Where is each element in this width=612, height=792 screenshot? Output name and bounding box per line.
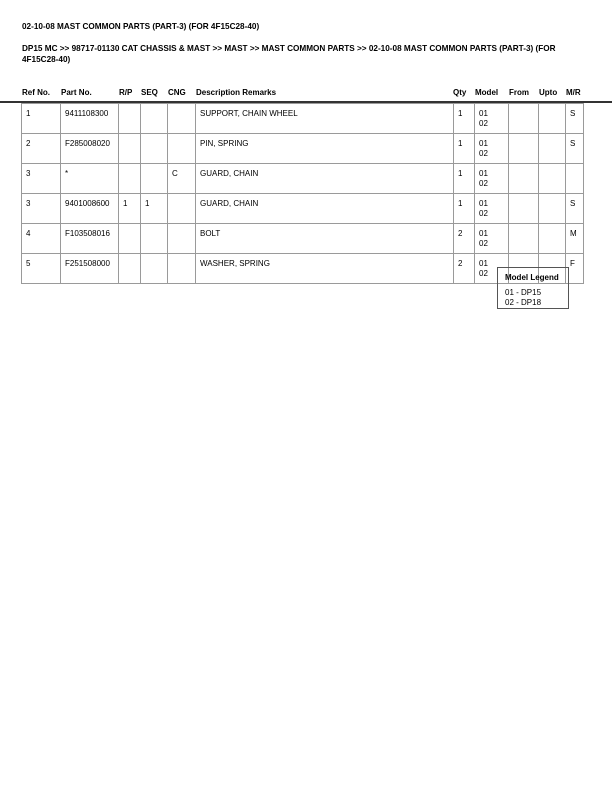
header-cng: CNG xyxy=(168,88,186,97)
cell-seq: 1 xyxy=(141,194,168,224)
legend-title: Model Legend xyxy=(505,273,559,282)
model-code: 02 xyxy=(479,149,488,158)
table-row xyxy=(22,134,584,164)
cell-part: 9401008600 xyxy=(61,194,119,224)
cell-rp: 1 xyxy=(119,194,141,224)
header-rp: R/P xyxy=(119,88,133,97)
cell-from xyxy=(509,134,539,164)
cell-model xyxy=(475,134,509,164)
cell-mr: F xyxy=(566,254,584,284)
cell-from xyxy=(509,104,539,134)
cell-ref: 3 xyxy=(22,164,61,194)
cell-mr xyxy=(566,164,584,194)
page-title: 02-10-08 MAST COMMON PARTS (PART-3) (FOR 4F15C28-40) xyxy=(22,22,260,31)
cell-qty: 1 xyxy=(454,194,475,224)
cell-rp xyxy=(119,254,141,284)
parts-table xyxy=(21,103,584,284)
cell-qty: 2 xyxy=(454,224,475,254)
breadcrumb: DP15 MC >> 98717-01130 CAT CHASSIS & MAST >> MAST >> MAST COMMON PARTS >> 02-10-08 MAST COMMON PARTS (PART-3) (FOR 4F15C28-40) xyxy=(22,44,556,64)
header-seq: SEQ xyxy=(141,88,158,97)
cell-mr: S xyxy=(566,194,584,224)
cell-model xyxy=(475,194,509,224)
cell-desc: WASHER, SPRING xyxy=(196,254,454,284)
header-description: Description Remarks xyxy=(196,88,277,97)
cell-ref: 2 xyxy=(22,134,61,164)
cell-part: F103508016 xyxy=(61,224,119,254)
cell-seq xyxy=(141,104,168,134)
cell-mr: S xyxy=(566,104,584,134)
cell-upto xyxy=(539,194,566,224)
model-code: 01 xyxy=(479,139,488,148)
cell-cng xyxy=(168,104,196,134)
header-qty: Qty xyxy=(453,88,467,97)
cell-rp xyxy=(119,224,141,254)
cell-rp xyxy=(119,164,141,194)
cell-part: F251508000 xyxy=(61,254,119,284)
cell-from xyxy=(509,164,539,194)
model-code: 01 xyxy=(479,109,488,118)
model-code: 01 xyxy=(479,229,488,238)
cell-rp xyxy=(119,134,141,164)
header-part-no: Part No. xyxy=(61,88,92,97)
model-code: 02 xyxy=(479,179,488,188)
model-code: 02 xyxy=(479,209,488,218)
cell-part: F285008020 xyxy=(61,134,119,164)
cell-upto xyxy=(539,164,566,194)
cell-part: * xyxy=(61,164,119,194)
cell-seq xyxy=(141,164,168,194)
header-mr: M/R xyxy=(566,88,581,97)
cell-desc: GUARD, CHAIN xyxy=(196,164,454,194)
cell-qty: 1 xyxy=(454,134,475,164)
cell-upto xyxy=(539,224,566,254)
cell-upto xyxy=(539,134,566,164)
legend-item: 01 - DP15 xyxy=(505,288,542,297)
cell-model xyxy=(475,164,509,194)
model-code: 02 xyxy=(479,269,488,278)
header-upto: Upto xyxy=(539,88,558,97)
cell-from xyxy=(509,224,539,254)
cell-qty: 1 xyxy=(454,104,475,134)
cell-qty: 2 xyxy=(454,254,475,284)
model-code: 01 xyxy=(479,199,488,208)
cell-mr: M xyxy=(566,224,584,254)
table-row xyxy=(22,164,584,194)
header-from: From xyxy=(509,88,529,97)
cell-cng xyxy=(168,194,196,224)
model-code: 02 xyxy=(479,239,488,248)
cell-cng xyxy=(168,254,196,284)
cell-desc: PIN, SPRING xyxy=(196,134,454,164)
cell-ref: 3 xyxy=(22,194,61,224)
cell-seq xyxy=(141,224,168,254)
table-row xyxy=(22,194,584,224)
cell-desc: GUARD, CHAIN xyxy=(196,194,454,224)
model-code: 01 xyxy=(479,259,488,268)
cell-rp xyxy=(119,104,141,134)
cell-upto xyxy=(539,104,566,134)
model-code: 01 xyxy=(479,169,488,178)
cell-mr: S xyxy=(566,134,584,164)
model-code: 02 xyxy=(479,119,488,128)
cell-model xyxy=(475,224,509,254)
cell-ref: 1 xyxy=(22,104,61,134)
cell-cng: C xyxy=(168,164,196,194)
cell-from xyxy=(509,194,539,224)
cell-cng xyxy=(168,224,196,254)
cell-model xyxy=(475,104,509,134)
cell-ref: 5 xyxy=(22,254,61,284)
cell-qty: 1 xyxy=(454,164,475,194)
header-model: Model xyxy=(475,88,499,97)
table-row xyxy=(22,104,584,134)
cell-ref: 4 xyxy=(22,224,61,254)
cell-cng xyxy=(168,134,196,164)
cell-desc: BOLT xyxy=(196,224,454,254)
cell-desc: SUPPORT, CHAIN WHEEL xyxy=(196,104,454,134)
table-row xyxy=(22,224,584,254)
cell-seq xyxy=(141,254,168,284)
cell-seq xyxy=(141,134,168,164)
cell-part: 9411108300 xyxy=(61,104,119,134)
model-legend xyxy=(497,267,569,309)
header-ref-no: Ref No. xyxy=(22,88,50,97)
legend-item: 02 - DP18 xyxy=(505,298,542,307)
